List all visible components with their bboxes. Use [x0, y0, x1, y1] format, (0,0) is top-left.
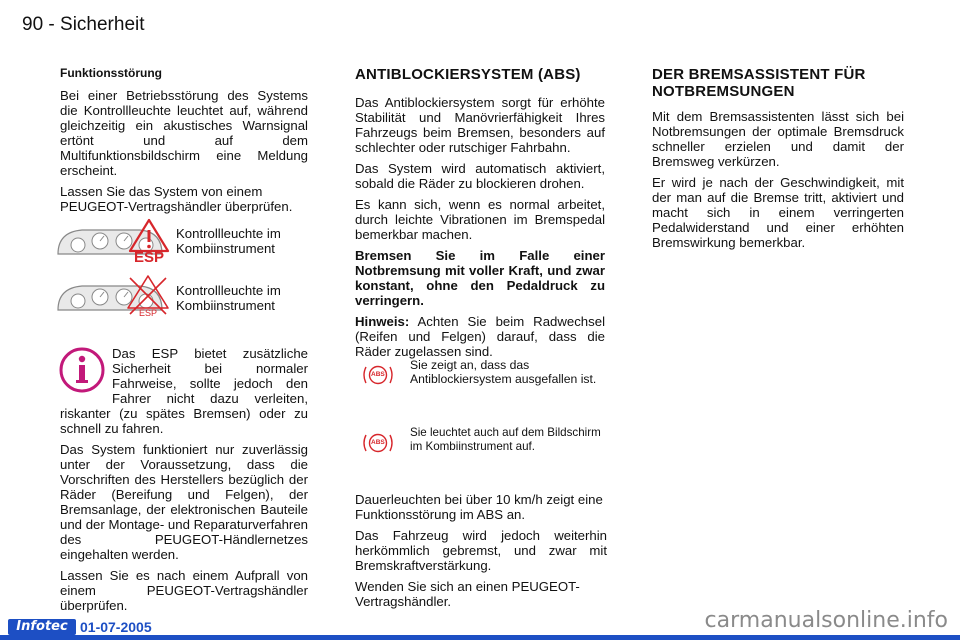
- abs-warning-light-2: [360, 430, 396, 456]
- edition-date: 01-07-2005: [80, 619, 152, 635]
- esp-warning-light: [126, 217, 172, 267]
- abs-text-2: Das System wird automatisch aktiviert, sobald die Räder zu blockieren drohen.: [355, 161, 605, 191]
- abs-text-5: Dauerleuchten bei über 10 km/h zeigt eine Funktionsstörung im ABS an.: [355, 492, 603, 522]
- page-number: 90: [22, 14, 44, 35]
- hint-text: Achten Sie beim Radwechsel (Reifen und Felgen) darauf, dass die Räder zugelassen sind.: [355, 314, 606, 359]
- esp-info-text-3: Lassen Sie es nach einem Aufprall von einem PEUGEOT-Vertragshändler überprüfen.: [60, 568, 308, 613]
- footer-bar: [0, 635, 960, 640]
- indicator-label-2: Kontrollleuchte im Kombiinstrument: [176, 283, 281, 313]
- abs-icon-label: ABS: [371, 439, 385, 446]
- infotec-logo: Infotec: [8, 619, 76, 635]
- brake-assist-text-1: Mit dem Bremsassistenten lässt sich bei Notbremsungen der optimale Bremsdruck schneller erzielen und damit der Bremsweg verkürzen.: [652, 109, 904, 169]
- esp-info-block: [60, 346, 308, 619]
- esp-info-text-1: [60, 346, 308, 436]
- abs-bottom-text: [355, 492, 607, 615]
- indicator-label-1: Kontrollleuchte im Kombiinstrument: [176, 226, 281, 256]
- malfunction-advice: Lassen Sie das System von einem PEUGEOT-Vertragshändler überprüfen.: [60, 184, 293, 214]
- abs-emergency-brake-text: Bremsen Sie im Falle einer Notbremsung mit voller Kraft, und zwar konstant, ohne den Pedaldruck zu verringern.: [355, 248, 605, 308]
- malfunction-text: Bei einer Betriebsstörung des Systems die Kontrollleuchte leuchtet auf, während gleichzeitig ein akustisches Warnsignal ertönt und auf dem Multifunktionsbildschirm eine Meldung erscheint.: [60, 88, 308, 178]
- abs-text-1: Das Antiblockiersystem sorgt für erhöhte Stabilität und Manövrierfähigkeit Ihres Fahrzeugs beim Bremsen, besonders auf schlechter oder rutschiger Fahrbahn.: [355, 95, 605, 155]
- page-header: [22, 14, 145, 36]
- abs-hint: [355, 314, 605, 359]
- hint-label: Hinweis:: [355, 314, 410, 329]
- abs-warning-light-1: [360, 362, 396, 388]
- header-separator: -: [48, 14, 55, 35]
- abs-text-7: Wenden Sie sich an einen PEUGEOT-Vertragshändler.: [355, 579, 580, 609]
- brake-assist-section: [652, 66, 904, 256]
- abs-heading: ANTIBLOCKIERSYSTEM (ABS): [355, 66, 581, 83]
- page-title: Sicherheit: [60, 14, 145, 35]
- brake-assist-heading: DER BREMSASSISTENT FÜR NOTBREMSUNGEN: [652, 66, 866, 100]
- abs-icon-label: ABS: [371, 371, 385, 378]
- esp-label: ESP: [134, 249, 165, 266]
- esp-off-light: [124, 272, 172, 320]
- info-icon-spacer: [60, 346, 112, 404]
- esp-info-sentence: Das ESP bietet zusätzliche Sicherheit bei normaler Fahrweise, sollte jedoch den Fahrer nicht dazu verleiten, riskanter (zu spätes Bremsen) oder zu schnell zu fahren.: [60, 346, 308, 436]
- left-column: [60, 66, 308, 220]
- brake-assist-text-2: Er wird je nach der Geschwindigkeit, mit der man auf die Bremse tritt, aktiviert und macht sich in einem verringerten Pedalwiderstand und einer erhöhten Bremswirkung bemerkbar.: [652, 175, 904, 250]
- abs-text-3: Es kann sich, wenn es normal arbeitet, durch leichte Vibrationen im Bremspedal bemerkbar machen.: [355, 197, 605, 242]
- watermark: carmanualsonline.info: [704, 608, 948, 633]
- abs-note-1: Sie zeigt an, dass das Antiblockiersystem ausgefallen ist.: [410, 358, 597, 386]
- abs-section: [355, 66, 605, 365]
- esp-info-text-2: Das System funktioniert nur zuverlässig unter der Voraussetzung, dass die Vorschriften des Herstellers bezüglich der Räder (Bereifung und Felgen), der Bremsanlage, der elektronischen Bauteile und der Montage- und Reparaturverfahren des PEUGEOT-Händlernetzes eingehalten werden.: [60, 442, 308, 562]
- abs-text-6: Das Fahrzeug wird jedoch weiterhin herkömmlich gebremst, und zwar mit Bremskraftverstärkung.: [355, 528, 607, 573]
- abs-note-2: Sie leuchtet auch auf dem Bildschirm im Kombiinstrument auf.: [410, 426, 601, 453]
- esp-off-label: ESP: [139, 308, 158, 318]
- malfunction-heading: Funktionsstörung: [60, 66, 162, 80]
